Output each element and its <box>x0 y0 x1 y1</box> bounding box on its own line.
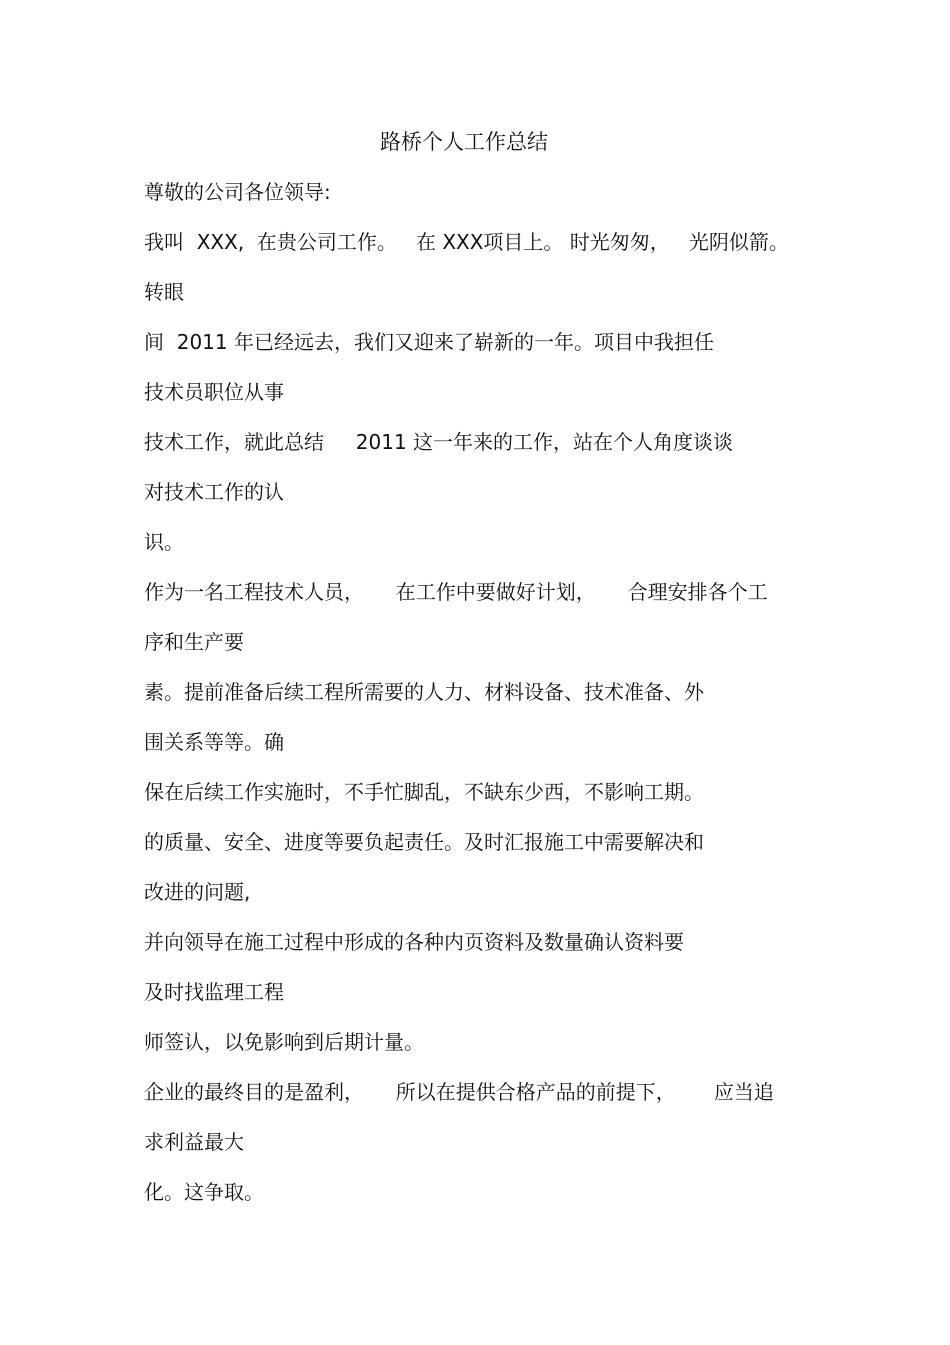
paragraph-line: 识。 <box>144 530 184 554</box>
salutation-line: 尊敬的公司各位领导: <box>144 180 331 204</box>
paragraph-line: 间 2011 年已经远去，我们又迎来了崭新的一年。项目中我担任 <box>144 330 714 354</box>
paragraph-line: 的质量、安全、进度等要负起责任。及时汇报施工中需要解决和 <box>144 830 704 854</box>
paragraph-line: 转眼 <box>144 280 184 304</box>
paragraph-line: 求利益最大 <box>144 1130 244 1154</box>
paragraph-line: 企业的最终目的是盈利， 所以在提供合格产品的前提下， 应当追 <box>144 1080 774 1104</box>
paragraph-line: 保在后续工作实施时，不手忙脚乱，不缺东少西，不影响工期。 <box>144 780 704 804</box>
paragraph-line: 素。提前准备后续工程所需要的人力、材料设备、技术准备、外 <box>144 680 704 704</box>
paragraph-line: 作为一名工程技术人员， 在工作中要做好计划， 合理安排各个工 <box>144 580 768 604</box>
paragraph-line: 我叫 XXX, 在贵公司工作。 在 XXX项目上。 时光匆匆， 光阴似箭。 <box>144 230 789 254</box>
paragraph-line: 师签认，以免影响到后期计量。 <box>144 1030 424 1054</box>
paragraph-line: 对技术工作的认 <box>144 480 284 504</box>
paragraph-line: 并向领导在施工过程中形成的各种内页资料及数量确认资料要 <box>144 930 684 954</box>
paragraph-line: 及时找监理工程 <box>144 980 284 1004</box>
paragraph-line: 序和生产要 <box>144 630 244 654</box>
paragraph-line: 技术员职位从事 <box>144 380 284 404</box>
paragraph-line: 化。这争取。 <box>144 1180 264 1204</box>
document-title: 路桥个人工作总结 <box>380 130 548 154</box>
paragraph-line: 围关系等等。确 <box>144 730 284 754</box>
paragraph-line: 技术工作，就此总结 2011 这一年来的工作，站在个人角度谈谈 <box>144 430 734 454</box>
paragraph-line: 改进的问题, <box>144 880 251 904</box>
